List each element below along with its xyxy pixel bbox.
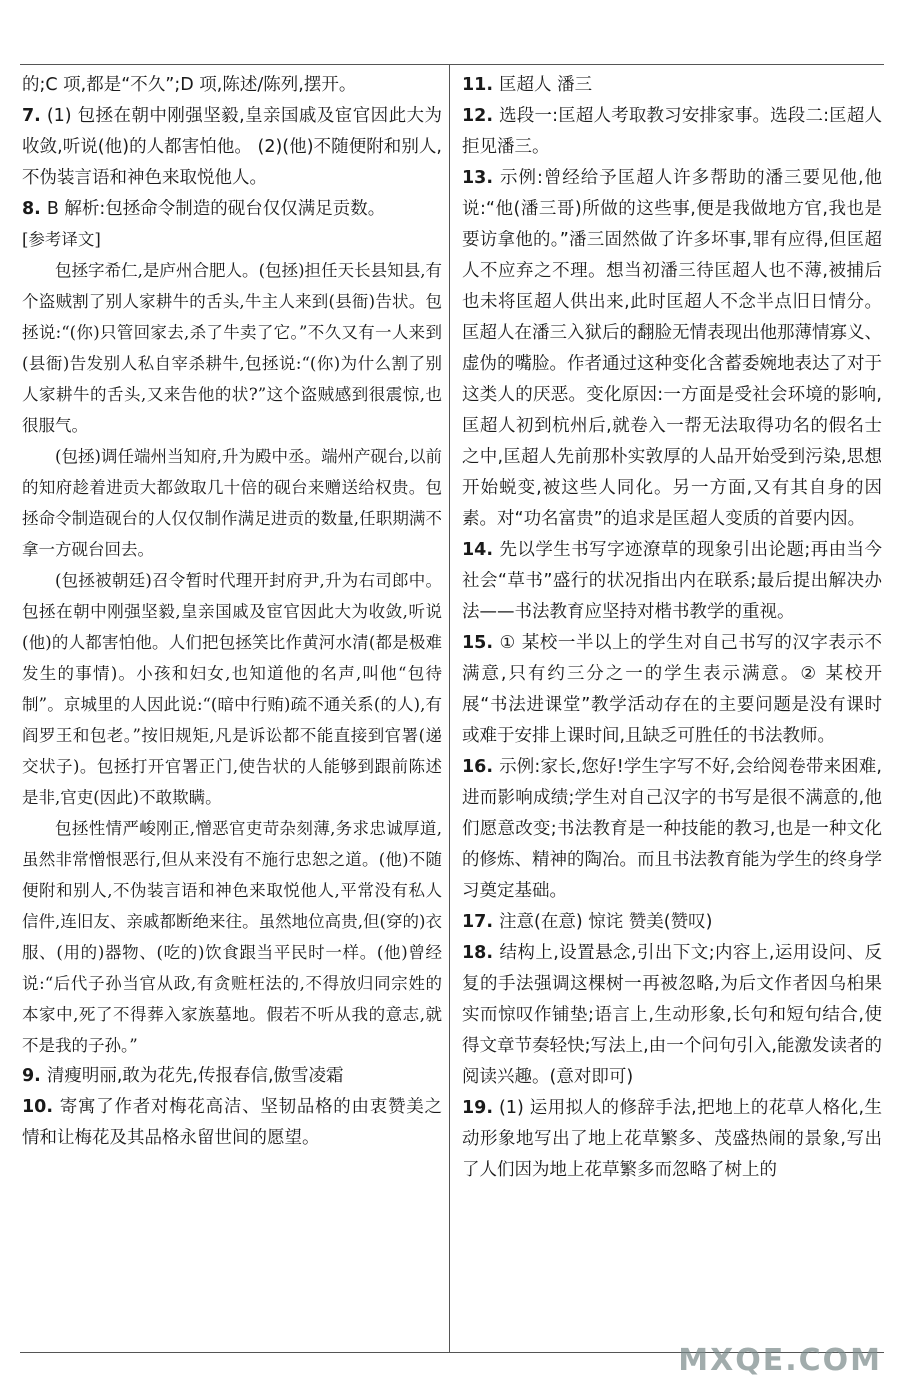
q-number: 7. [22,106,41,126]
answer-text: 结构上,设置悬念,引出下文;内容上,运用设问、反复的手法强调这棵树一再被忽略,为后文作者因乌桕果实而惊叹作铺垫;语言上,生动形象,长句和短句结合,使得文章节奏轻快;写法上,由一个问句引入,能激发读者的阅读兴趣。(意对即可) [462,943,882,1087]
watermark-text: MXQE.COM [678,1343,882,1378]
site-watermark [678,1343,882,1378]
answer-14 [462,535,882,628]
answer-text: 先以学生书写字迹潦草的现象引出论题;再由当今社会“草书”盛行的状况指出内在联系;最后提出解决办法——书法教育应坚持对楷书教学的重视。 [462,540,882,622]
answer-text: ① 某校一半以上的学生对自己书写的汉字表示不满意,只有约三分之一的学生表示满意。② 某校开展“书法进课堂”教学活动存在的主要问题是没有课时或难于安排上课时间,且缺乏可胜任的书法教师。 [462,633,882,746]
answer-9 [22,1061,442,1092]
translation-paragraph: (包拯)调任端州当知府,升为殿中丞。端州产砚台,以前的知府趁着进贡大都敛取几十倍的砚台来赠送给权贵。包拯命令制造砚台的人仅仅制作满足进贡的数量,任职期满不拿一方砚台回去。 [22,447,442,559]
answer-continuation: 的;C 项,都是“不久”;D 项,陈述/陈列,摆开。 [22,75,357,95]
answer-16 [462,752,882,907]
answer-text: 清瘦明丽,敢为花先,传报春信,傲雪凌霜 [46,1066,344,1086]
q-number: 9. [22,1066,41,1086]
answer-text: 匡超人 潘三 [499,75,593,95]
left-column [22,70,442,1154]
translation-paragraph: 包拯字希仁,是庐州合肥人。(包拯)担任天长县知县,有个盗贼割了别人家耕牛的舌头,牛主人来到(县衙)告状。包拯说:“(你)只管回家去,杀了牛卖了它。”不久又有一人来到(县衙)告发别人私自宰杀耕牛,包拯说:“(你)为什么割了别人家耕牛的舌头,又来告他的状?”这个盗贼感到很震惊,也很服气。 [22,261,442,435]
answer-8 [22,194,442,225]
answer-text: 注意(在意) 惊诧 赞美(赞叹) [499,912,713,932]
answer-18 [462,938,882,1093]
answer-text: B 解析:包拯命令制造的砚台仅仅满足贡数。 [46,199,386,219]
column-divider [449,64,450,1352]
q-number: 19. [462,1098,494,1118]
answer-7 [22,101,442,194]
q-number: 17. [462,912,494,932]
answer-text: 寄寓了作者对梅花高洁、坚韧品格的由衷赞美之情和让梅花及其品格永留世间的愿望。 [22,1097,442,1148]
q-number: 12. [462,106,494,126]
answer-13 [462,163,882,535]
answer-text: 选段一:匡超人考取教习安排家事。选段二:匡超人拒见潘三。 [462,106,882,157]
answer-17 [462,907,882,938]
right-column [462,70,882,1186]
answer-15 [462,628,882,752]
translation-paragraph: 包拯性情严峻刚正,憎恶官吏苛杂刻薄,务求忠诚厚道,虽然非常憎恨恶行,但从来没有不施行忠恕之道。(他)不随便附和别人,不伪装言语和神色来取悦他人,平常没有私人信件,连旧友、亲戚都断绝来往。虽然地位高贵,但(穿的)衣服、(用的)器物、(吃的)饮食跟当平民时一样。(他)曾经说:“后代子孙当官从政,有贪赃枉法的,不得放归同宗姓的本家中,死了不得葬入家族墓地。假若不听从我的意志,就不是我的子孙。” [22,819,442,1055]
answer-text: 示例:家长,您好!学生字写不好,会给阅卷带来困难,进而影响成绩;学生对自己汉字的书写是很不满意的,他们愿意改变;书法教育是一种技能的教习,也是一种文化的修炼、精神的陶冶。而且书法教育能为学生的终身学习奠定基础。 [462,757,882,901]
answer-text: (1) 运用拟人的修辞手法,把地上的花草人格化,生动形象地写出了地上花草繁多、茂盛热闹的景象,写出了人们因为地上花草繁多而忽略了树上的 [462,1098,882,1180]
q-number: 8. [22,199,41,219]
q-number: 14. [462,540,494,560]
q-number: 11. [462,75,494,95]
answer-10 [22,1092,442,1154]
translation-heading: [参考译文] [22,230,101,249]
q-number: 16. [462,757,494,777]
translation-paragraph: (包拯被朝廷)召令暂时代理开封府尹,升为右司郎中。包拯在朝中刚强坚毅,皇亲国戚及宦官因此大为收敛,听说(他)的人都害怕他。人们把包拯笑比作黄河水清(都是极难发生的事情)。小孩和妇女,也知道他的名声,叫他“包待制”。京城里的人因此说:“(暗中行贿)疏不通关系(的人),有阎罗王和包老。”按旧规矩,凡是诉讼都不能直接到官署(递交状子)。包拯打开官署正门,使告状的人能够到跟前陈述是非,官吏(因此)不敢欺瞒。 [22,571,442,807]
top-rule [20,64,884,65]
answer-text: 示例:曾经给予匡超人许多帮助的潘三要见他,他说:“他(潘三哥)所做的这些事,便是我做地方官,我也是要访拿他的。”潘三固然做了许多坏事,罪有应得,但匡超人不应弃之不理。想当初潘三待匡超人也不薄,被捕后也未将匡超人供出来,此时匡超人不念半点旧日情分。匡超人在潘三入狱后的翻脸无情表现出他那薄情寡义、虚伪的嘴脸。作者通过这种变化含蓄委婉地表达了对于这类人的厌恶。变化原因:一方面是受社会环境的影响,匡超人初到杭州后,就卷入一帮无法取得功名的假名士之中,匡超人先前那朴实敦厚的人品开始受到污染,思想开始蜕变,被这些人同化。另一方面,又有其自身的因素。对“功名富贵”的追求是匡超人变质的首要内因。 [462,168,882,529]
answer-11 [462,70,882,101]
answer-19 [462,1093,882,1186]
answer-text: (1) 包拯在朝中刚强坚毅,皇亲国戚及宦官因此大为收敛,听说(他)的人都害怕他。 (2)(他)不随便附和别人,不伪装言语和神色来取悦他人。 [22,106,442,188]
q-number: 10. [22,1097,54,1117]
q-number: 15. [462,633,494,653]
q-number: 13. [462,168,494,188]
answer-12 [462,101,882,163]
q-number: 18. [462,943,494,963]
